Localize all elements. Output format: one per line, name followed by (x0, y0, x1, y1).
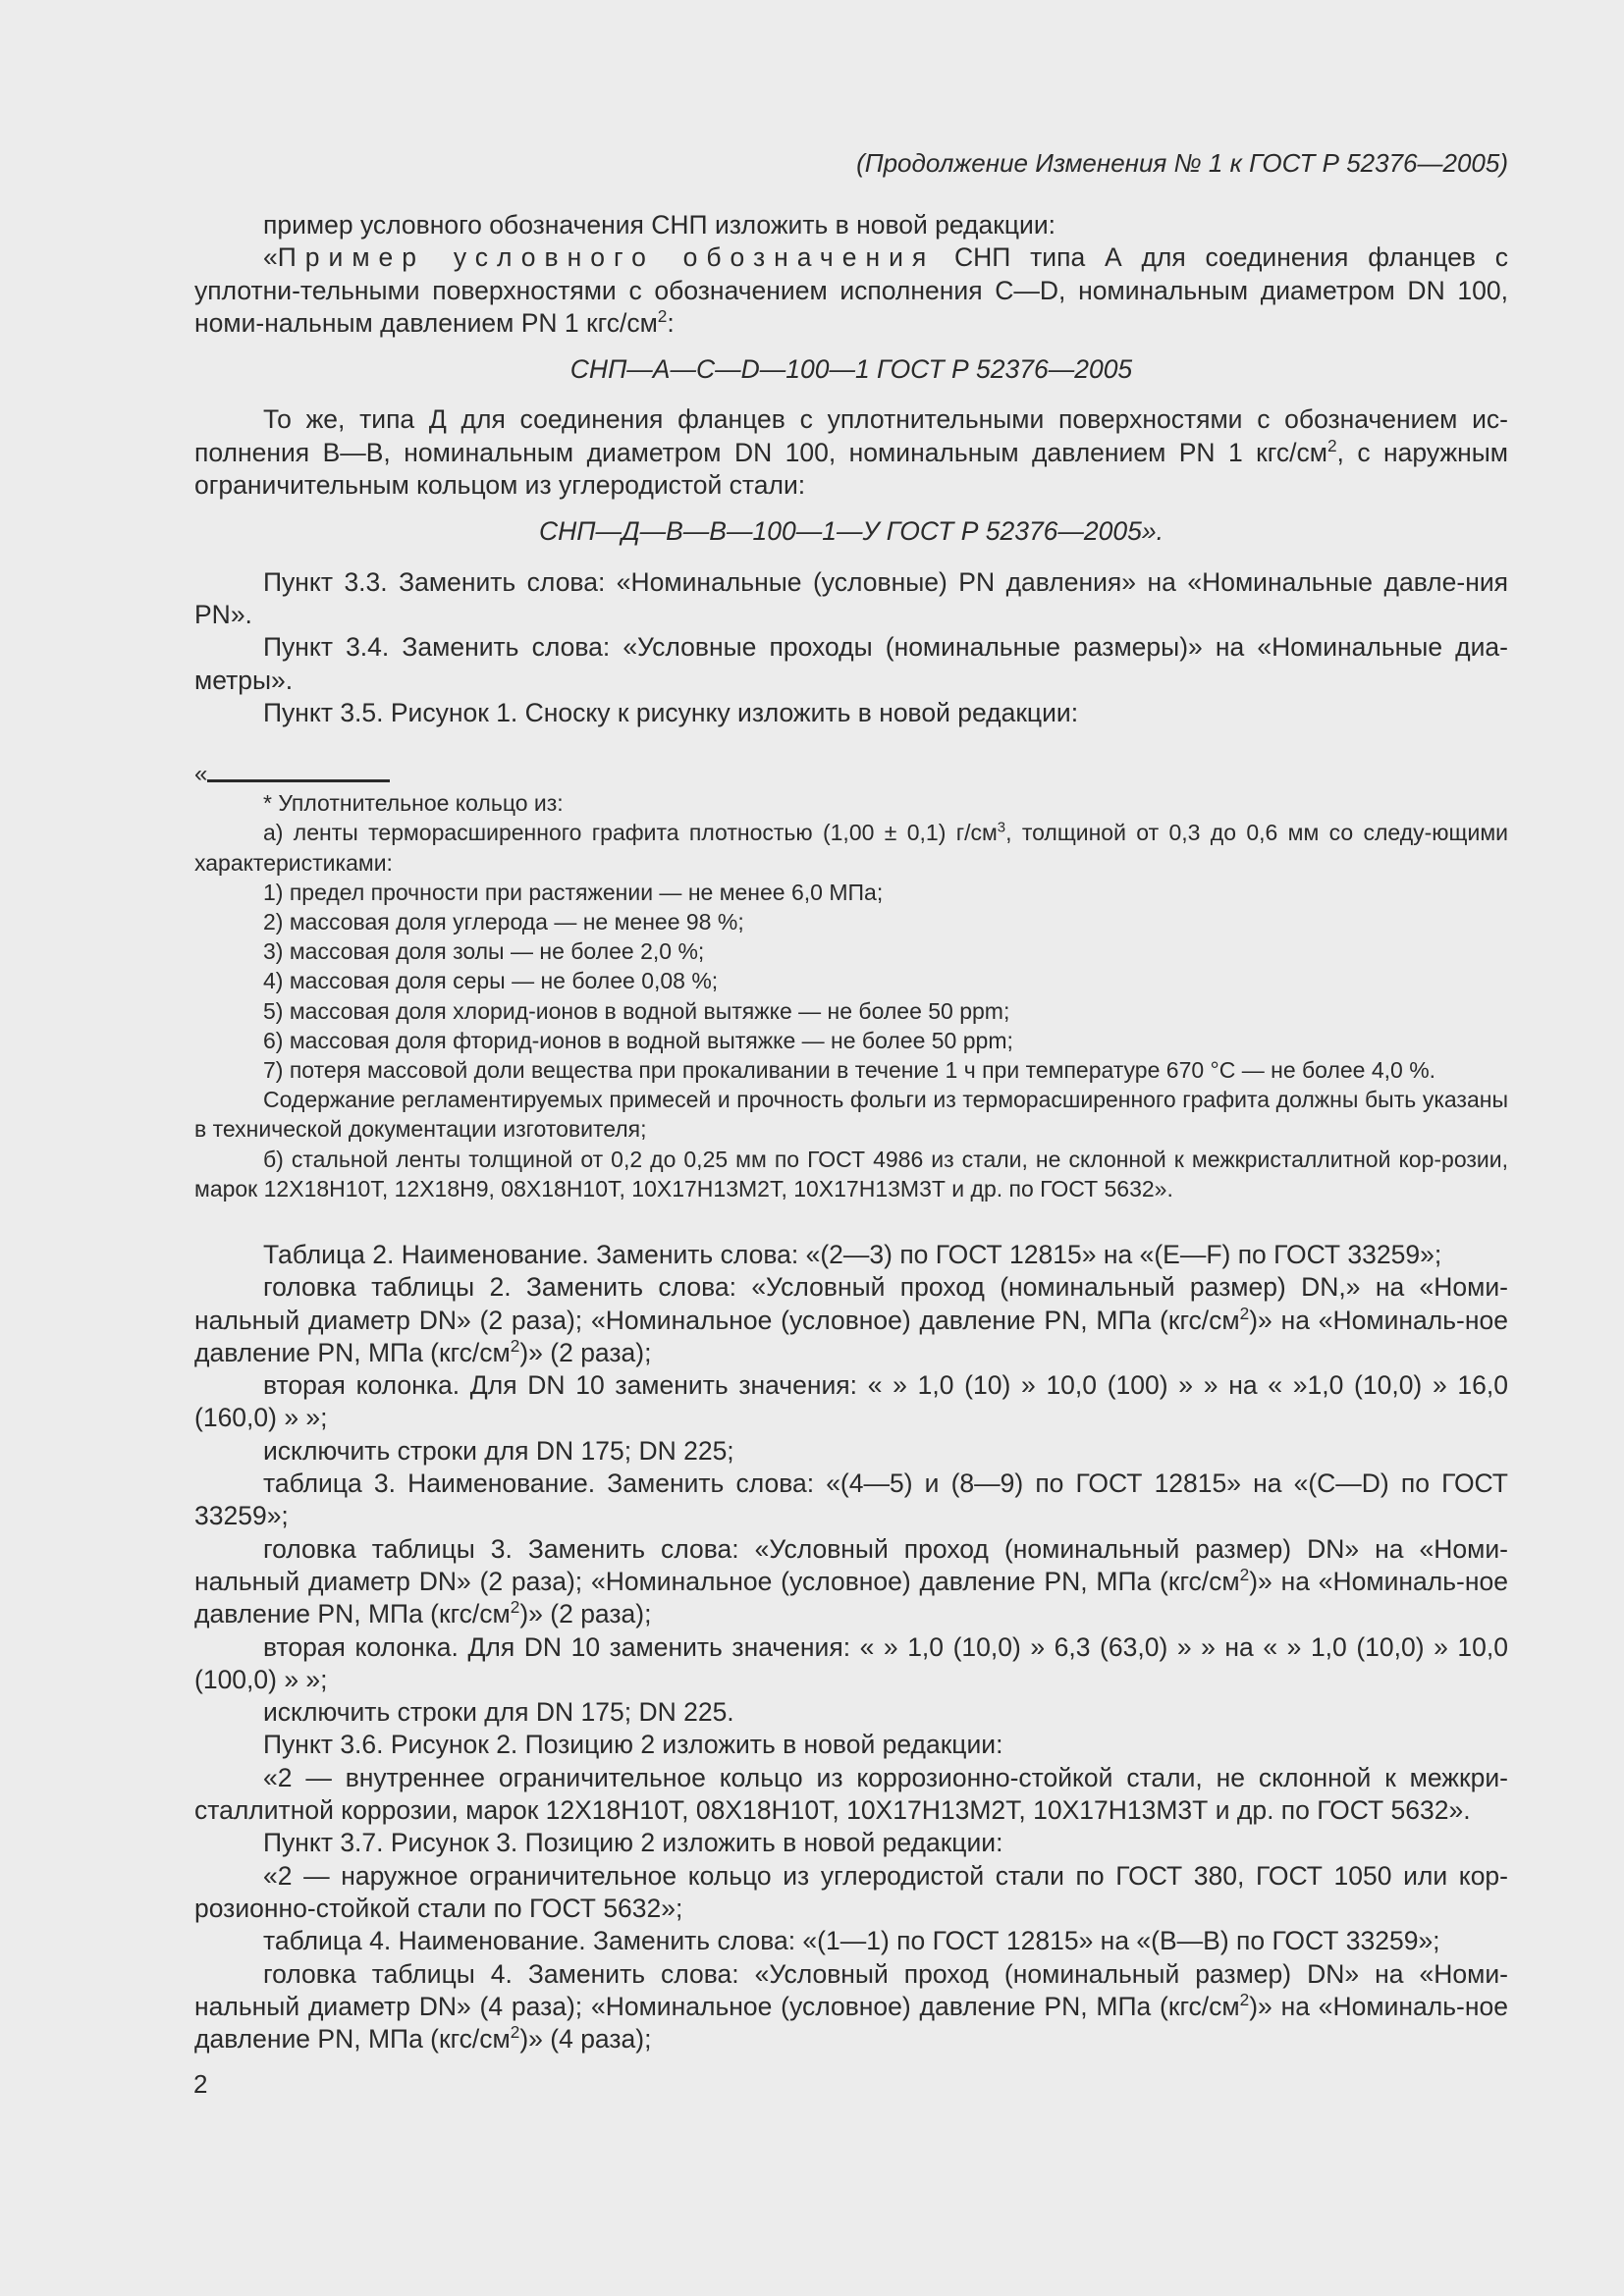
paragraph: вторая колонка. Для DN 10 заменить значения: « » 1,0 (10) » 10,0 (100) » » на « »1,0 (10,0) » 16,0 (160,0) » »; (194, 1370, 1508, 1433)
superscript: 3 (997, 819, 1006, 836)
footnote-block (194, 788, 1508, 1203)
paragraph (194, 631, 1508, 697)
superscript: 2 (510, 1597, 520, 1618)
superscript: 2 (1239, 1565, 1250, 1585)
paragraph (194, 241, 1508, 340)
superscript: 2 (510, 2022, 520, 2043)
quote-mark: « (263, 242, 278, 273)
paragraph-text: )» (4 раза); (519, 2024, 652, 2055)
paragraph (194, 697, 1508, 729)
document-body (194, 209, 1508, 2056)
paragraph: таблица 4. Наименование. Заменить слова: «(1—1) по ГОСТ 12815» на «(В—В) по ГОСТ 33259»; (263, 1926, 1440, 1956)
footnote-rule-line (207, 779, 390, 782)
footnote-line: 5) массовая доля хлорид-ионов в водной вытяжке — не более 50 ppm; (263, 997, 1010, 1024)
paragraph: таблица 3. Наименование. Заменить слова: «(4—5) и (8—9) по ГОСТ 12815» на «(С—D) по ГОСТ 33259»; (194, 1468, 1508, 1531)
paragraph-text: Пункт 3.5. Рисунок 1. Сноску к рисунку изложить в новой редакции: (263, 697, 1079, 727)
paragraph-text: пример условного обозначения СНП изложить в новой редакции: (263, 210, 1056, 240)
paragraph (194, 403, 1508, 502)
paragraph-text: головка таблицы 2. Заменить слова: «Условный проход (номинальный размер) DN,» на «Номи-нальный диаметр DN» (2 раза); «Номинальное (условное) давление PN, МПа (кгс/см (194, 1272, 1508, 1335)
paragraph (194, 1533, 1508, 1631)
paragraph-text: То же, типа Д для соединения фланцев с уплотнительными поверхностями с обозначением ис-полнения В—В, номинальным диаметром DN 100, номинальным давлением PN 1 кгс/см (194, 404, 1508, 467)
designation-example: СНП—А—С—D—100—1 ГОСТ Р 52376—2005 (569, 354, 1133, 385)
section-gap (194, 1203, 1508, 1239)
quote-mark: « (194, 760, 208, 787)
footnote-separator (194, 759, 1508, 788)
paragraph: вторая колонка. Для DN 10 заменить значения: « » 1,0 (10,0) » 6,3 (63,0) » » на « » 1,0 (10,0) » 10,0 (100,0) » »; (194, 1631, 1508, 1694)
paragraph: исключить строки для DN 175; DN 225. (263, 1697, 734, 1728)
footnote-line: б) стальной ленты толщиной от 0,2 до 0,25 мм по ГОСТ 4986 из стали, не склонной к межкристаллитной кор-розии, марок 12Х18Н10Т, 12Х18Н9, 08Х18Н10Т, 10Х17Н13М2Т, 10Х17Н13М3Т и др. по ГОСТ 5632». (194, 1146, 1508, 1201)
paragraph (194, 1271, 1508, 1369)
paragraph-text: Пункт 3.3. Заменить слова: «Номинальные (условные) PN давления» на «Номинальные давле-ния PN». (194, 566, 1508, 629)
footnote-line: * Уплотнительное кольцо из: (263, 790, 564, 817)
paragraph-text: : (667, 307, 675, 338)
paragraph: «2 — наружное ограничительное кольцо из углеродистой стали по ГОСТ 380, ГОСТ 1050 или кор-розионно-стойкой стали по ГОСТ 5632»; (194, 1860, 1508, 1923)
paragraph-text: , с наружным ограничительным кольцом из углеродистой стали: (194, 437, 1508, 501)
paragraph-text: )» на «Номиналь-ное давление PN, МПа (кгс/см (194, 1305, 1508, 1367)
footnote-line (194, 818, 1508, 877)
footnote-text: а) ленты терморасширенного графита плотностью (1,00 ± 0,1) г/см (263, 820, 998, 846)
paragraph-text: )» на «Номиналь-ное давление PN, МПа (кгс/см (194, 1991, 1508, 2055)
paragraph: исключить строки для DN 175; DN 225; (263, 1435, 734, 1466)
paragraph-text: головка таблицы 4. Заменить слова: «Условный проход (номинальный размер) DN» на «Номи-нальный диаметр DN» (4 раза); «Номинальное (условное) давление PN, МПа (кгс/см (194, 1958, 1508, 2021)
page-number: 2 (193, 2069, 208, 2099)
paragraph: Таблица 2. Наименование. Заменить слова: «(2—3) по ГОСТ 12815» на «(Е—F) по ГОСТ 33259»; (263, 1240, 1442, 1269)
footnote-text: , толщиной от 0,3 до 0,6 мм со следу-ющими характеристиками: (194, 820, 1508, 876)
paragraph: «2 — внутреннее ограничительное кольцо из коррозионно-стойкой стали, не склонной к межкри-сталлитной коррозии, марок 12Х18Н10Т, 08Х18Н10Т, 10Х17Н13М2Т, 10Х17Н13М3Т и др. по ГОСТ 5632». (194, 1762, 1508, 1826)
paragraph-text: )» (2 раза); (519, 1599, 652, 1629)
running-header: (Продолжение Изменения № 1 к ГОСТ Р 52376—2005) (856, 148, 1508, 178)
footnote-line: 4) массовая доля серы — не более 0,08 %; (263, 968, 719, 994)
paragraph (194, 1958, 1508, 2056)
superscript: 2 (1239, 1303, 1250, 1323)
paragraph (194, 209, 1508, 241)
paragraph-text: СНП типа А для соединения фланцев с уплотни-тельными поверхностями с обозначением исполнения С—D, номинальным диаметром DN 100, номи-нальным давлением PN 1 кгс/см (194, 242, 1508, 338)
paragraph-text: Пункт 3.4. Заменить слова: «Условные проходы (номинальные размеры)» на «Номинальные диа-метры». (194, 632, 1508, 695)
superscript: 2 (510, 1336, 520, 1357)
paragraph: Пункт 3.6. Рисунок 2. Позицию 2 изложить в новой редакции: (263, 1730, 1003, 1760)
footnote-line: 1) предел прочности при растяжении — не менее 6,0 МПа; (263, 879, 884, 905)
footnote-line: 6) массовая доля фторид-ионов в водной вытяжке — не более 50 ppm; (263, 1027, 1013, 1053)
footnote-line: 3) массовая доля золы — не более 2,0 %; (263, 938, 705, 965)
superscript: 2 (657, 306, 668, 327)
footnote-line: 7) потеря массовой доли вещества при прокаливании в течение 1 ч при температуре 670 °С — не более 4,0 %. (263, 1056, 1436, 1083)
paragraph: Пункт 3.7. Рисунок 3. Позицию 2 изложить в новой редакции: (263, 1828, 1003, 1858)
designation-example: СНП—Д—В—В—100—1—У ГОСТ Р 52376—2005». (539, 516, 1164, 547)
spaced-term: Пример условного обозначения (277, 242, 936, 273)
paragraph-text: )» на «Номиналь-ное давление PN, МПа (кгс/см (194, 1566, 1508, 1629)
paragraph-text: )» (2 раза); (519, 1337, 652, 1367)
footnote-line: 2) массовая доля углерода — не менее 98 %; (263, 908, 744, 934)
superscript: 2 (1326, 435, 1337, 455)
footnote-line: Содержание регламентируемых примесей и прочность фольги из терморасширенного графита должны быть указаны в технической документации изготовителя; (194, 1087, 1508, 1143)
paragraph (194, 566, 1508, 632)
superscript: 2 (1239, 1990, 1250, 2009)
paragraph-text: головка таблицы 3. Заменить слова: «Условный проход (номинальный размер) DN» на «Номи-нальный диаметр DN» (2 раза); «Номинальное (условное) давление PN, МПа (кгс/см (194, 1533, 1508, 1596)
